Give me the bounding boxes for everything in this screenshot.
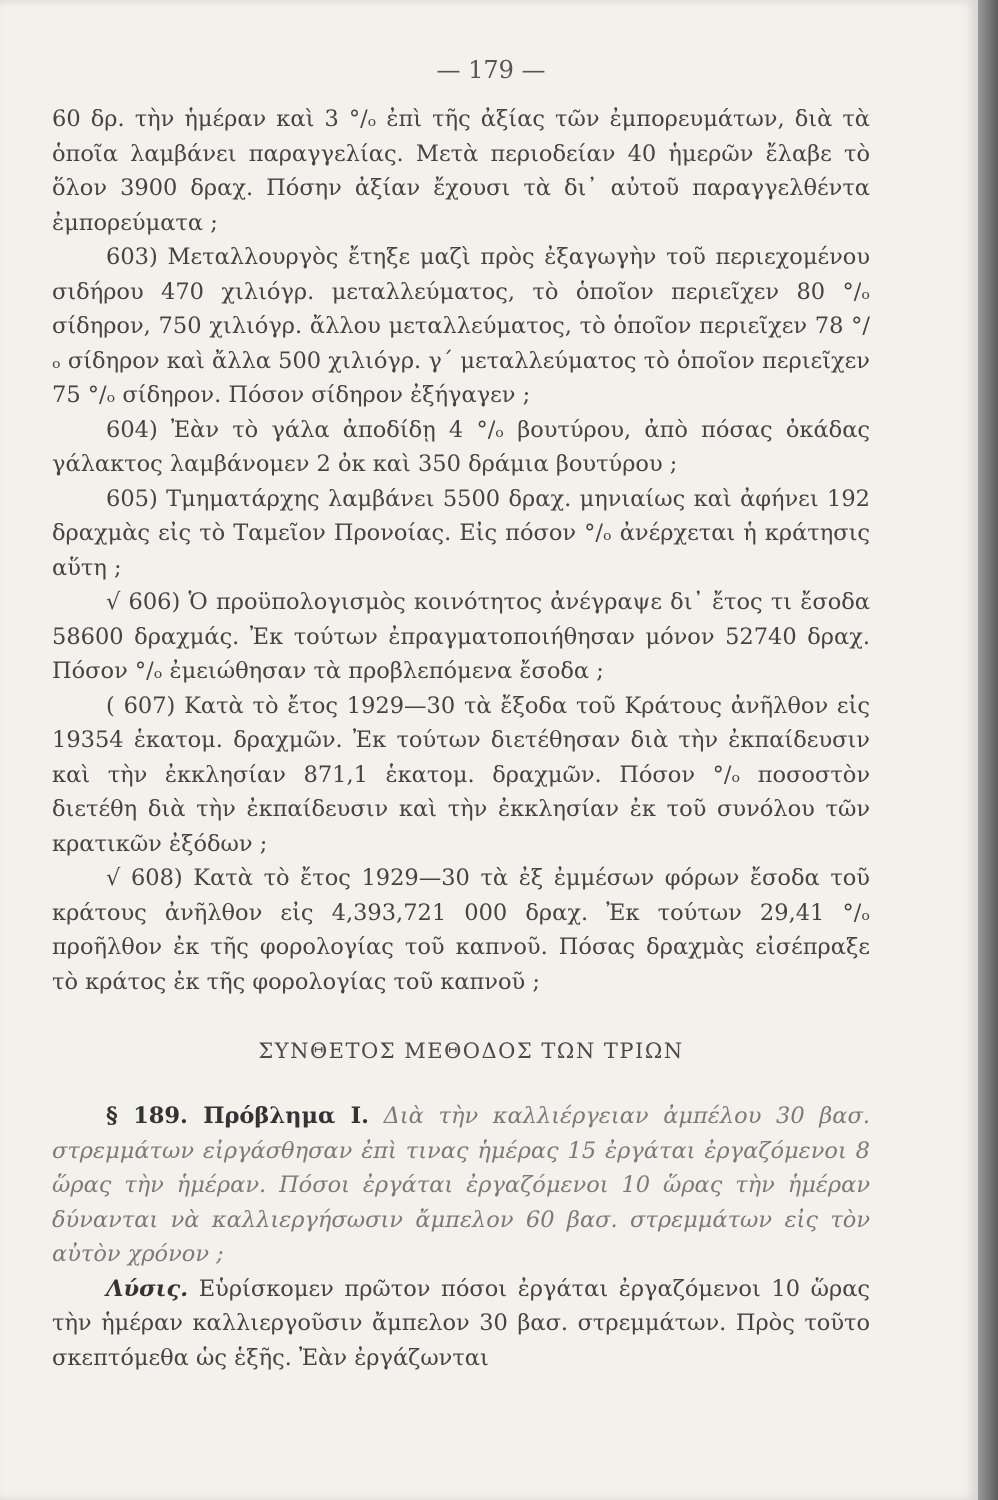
page-number: — 179 — — [436, 56, 546, 84]
problem-paragraph — [52, 1099, 870, 1272]
paragraph-603: 603) Μεταλλουργὸς ἔτηξε μαζὶ πρὸς ἐξαγωγὴν τοῦ περιεχομένου σιδήρου 470 χιλιόγρ. μεταλλεύματος, τὸ ὁποῖον περιεῖχεν 80 °/ₒ σίδηρον, 750 χιλιόγρ. ἄλλου μεταλλεύματος, τὸ ὁποῖον περιεῖχεν 78 °/ₒ σίδηρον καὶ ἄλλα 500 χιλιόγρ. γ΄ μεταλλεύματος τὸ ὁποῖον περιεῖχεν 75 °/ₒ σίδηρον. Πόσον σίδηρον ἐξήγαγεν ; — [52, 244, 870, 408]
paragraph-607: ( 607) Κατὰ τὸ ἔτος 1929—30 τὰ ἔξοδα τοῦ Κράτους ἀνῆλθον εἰς 19354 ἑκατομ. δραχμῶν. Ἐκ τούτων διετέθησαν διὰ τὴν ἐκπαίδευσιν καὶ τὴν ἐκκλησίαν 871,1 ἑκατομ. δραχμῶν. Πόσον °/ₒ ποσοστὸν διετέθη διὰ τὴν ἐκπαίδευσιν καὶ τὴν ἐκκλησίαν ἐκ τοῦ συνόλου τῶν κρατικῶν ἐξόδων ; — [52, 692, 870, 857]
problem-text: Διὰ τὴν καλλιέργειαν ἀμπέλου 30 βασ. στρεμμάτων εἰργάσθησαν ἐπὶ τινας ἡμέρας 15 ἐργάται ἐργαζόμενοι 8 ὥρας τὴν ἡμέραν. Πόσοι ἐργάται ἐργαζόμενοι 10 ὥρας τὴν ἡμέραν δύνανται νὰ καλλιεργήσωσιν ἄμπελον 60 βασ. στρεμμάτων εἰς τὸν αὐτὸν χρόνον ; — [52, 1103, 870, 1267]
solution-text: Εὑρίσκομεν πρῶτον πόσοι ἐργάται ἐργαζόμενοι 10 ὥρας τὴν ἡμέραν καλλιεργοῦσιν ἄμπελον 30 βασ. στρεμμάτων. Πρὸς τοῦτο σκεπτόμεθα ὡς ἑξῆς. Ἐὰν ἐργάζωνται — [52, 1275, 870, 1371]
page-edge — [978, 0, 998, 1500]
section-heading: ΣΥΝΘΕΤΟΣ ΜΕΘΟΔΟΣ ΤΩΝ ΤΡΙΩΝ — [258, 1039, 684, 1063]
paragraph-604: 604) Ἐὰν τὸ γάλα ἀποδίδῃ 4 °/ₒ βουτύρου, ἀπὸ πόσας ὀκάδας γάλακτος λαμβάνομεν 2 ὀκ καὶ 350 δράμια βουτύρου ; — [52, 416, 870, 477]
paragraph-605: 605) Τμηματάρχης λαμβάνει 5500 δραχ. μηνιαίως καὶ ἀφήνει 192 δραχμὰς εἰς τὸ Ταμεῖον Προνοίας. Εἰς πόσον °/ₒ ἀνέρχεται ἡ κράτησις αὕτη ; — [52, 485, 870, 581]
page-text-block — [52, 56, 870, 1375]
solution-label: Λύσις. — [106, 1275, 189, 1302]
paragraph-608: √ 608) Κατὰ τὸ ἔτος 1929—30 τὰ ἐξ ἐμμέσων φόρων ἔσοδα τοῦ κράτους ἀνῆλθον εἰς 4,393,721 000 δραχ. Ἐκ τούτων 29,41 °/ₒ προῆλθον ἐκ τῆς φορολογίας τοῦ καπνοῦ. Πόσας δραχμὰς εἰσέπραξε τὸ κράτος ἐκ τῆς φορολογίας τοῦ καπνοῦ ; — [52, 865, 870, 995]
paragraph-continuation: 60 δρ. τὴν ἡμέραν καὶ 3 °/ₒ ἐπὶ τῆς ἀξίας τῶν ἐμπορευμάτων, διὰ τὰ ὁποῖα λαμβάνει παραγγελίας. Μετὰ περιοδείαν 40 ἡμερῶν ἔλαβε τὸ ὅλον 3900 δραχ. Πόσην ἀξίαν ἔχουσι τὰ δι᾽ αὐτοῦ παραγγελθέντα ἐμπορεύματα ; — [52, 106, 870, 236]
problem-label: § 189. Πρόβλημα Ι. — [106, 1103, 369, 1129]
solution-paragraph — [52, 1272, 870, 1376]
paragraph-606: √ 606) Ὁ προϋπολογισμὸς κοινότητος ἀνέγραψε δι᾽ ἔτος τι ἔσοδα 58600 δραχμάς. Ἐκ τούτων ἐπραγματοποιήθησαν μόνον 52740 δραχ. Πόσον °/ₒ ἐμειώθησαν τὰ προβλεπόμενα ἔσοδα ; — [52, 589, 870, 684]
